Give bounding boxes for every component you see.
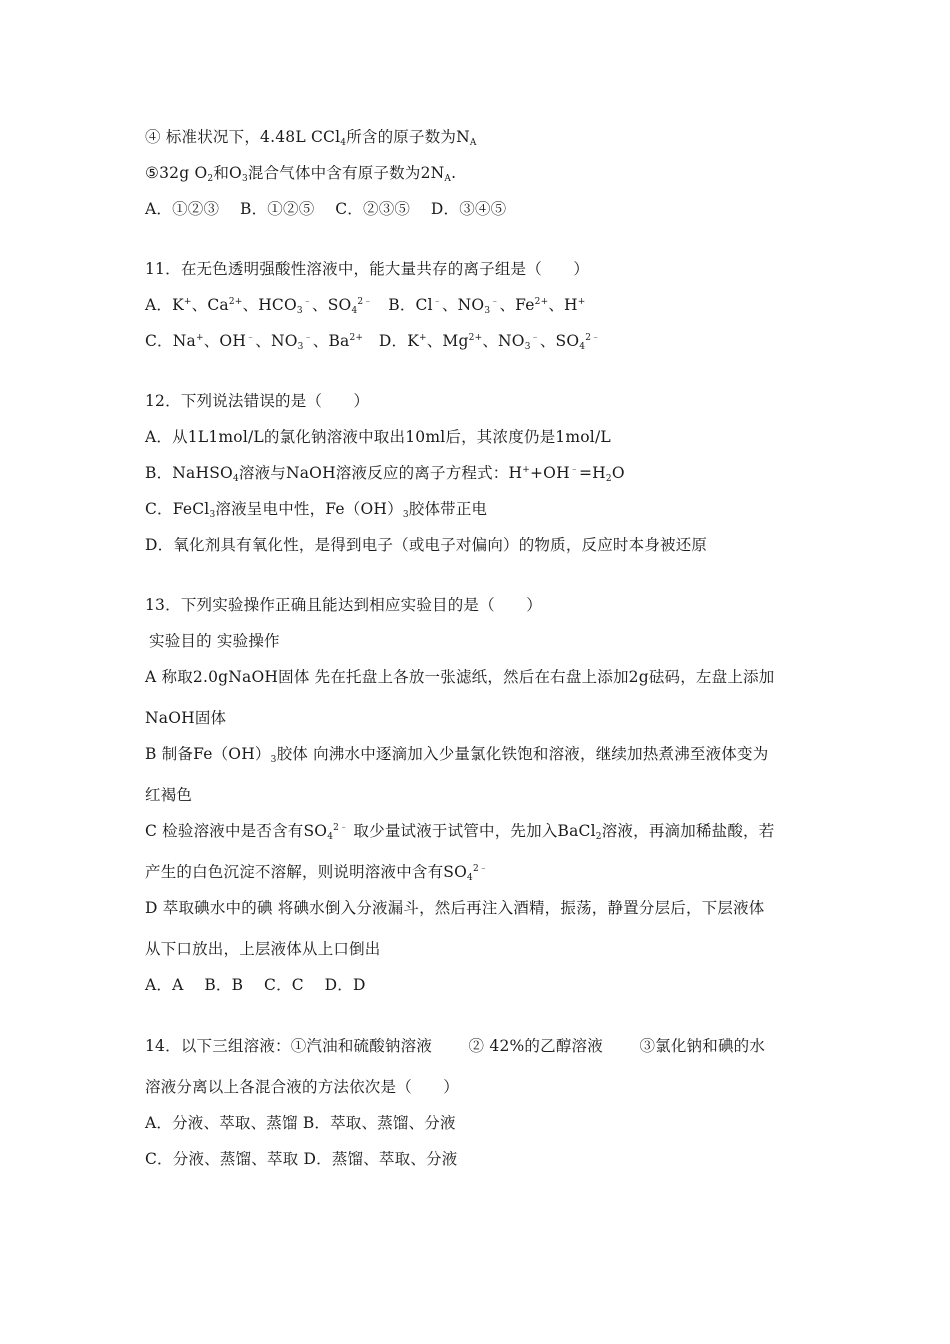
item-5-line: ⑤32g $O_2$和$O_3$混合气体中含有原子数为$2N_A$.: [145, 164, 457, 184]
q12-option-d: D．氧化剂具有氧化性，是得到电子（或电子对偏向）的物质，反应时本身被还原: [145, 536, 708, 554]
item-4-line: ④ 标准状况下，4.48L CCl$_4$所含的原子数为$N_A$: [145, 128, 477, 148]
q14-stem: 14．以下三组溶液：①汽油和硫酸钠溶液 ② 42%的乙醇溶液 ③氯化钠和碘的水: [145, 1037, 766, 1055]
q14-stem-cont: 溶液分离以上各混合液的方法依次是（ ）: [145, 1078, 460, 1096]
q13-table-header: 实验目的 实验操作: [149, 632, 280, 650]
q13-row-c-cont: 产生的白色沉淀不溶解，则说明溶液中含有$SO_4^{2﹣}$: [145, 863, 489, 883]
q14-options-ab: A．分液、萃取、蒸馏 B．萃取、蒸馏、分液: [145, 1114, 456, 1132]
q10-options: A．①②③ B．①②⑤ C．②③⑤ D．③④⑤: [145, 200, 507, 218]
q13-row-b-cont: 红褐色: [145, 786, 193, 804]
q13-row-d-cont: 从下口放出，上层液体从上口倒出: [145, 940, 381, 958]
q13-row-c: C 检验溶液中是否含有$SO_4^{2﹣}$ 取少量试液于试管中，先加入BaCl$_2$溶液，再滴加稀盐酸，若: [145, 822, 775, 842]
q14-options-cd: C．分液、蒸馏、萃取 D．蒸馏、萃取、分液: [145, 1150, 458, 1168]
q13-row-d: D 萃取碘水中的碘 将碘水倒入分液漏斗，然后再注入酒精，振荡，静置分层后，下层液体: [145, 899, 765, 917]
q12-stem: 12．下列说法错误的是（ ）: [145, 392, 370, 410]
q13-options: A．A B．B C．C D．D: [145, 976, 366, 994]
q11-stem: 11．在无色透明强酸性溶液中，能大量共存的离子组是（ ）: [145, 260, 590, 278]
q12-option-a: A．从1L1mol/L的氯化钠溶液中取出10ml后，其浓度仍是1mol/L: [145, 428, 611, 446]
q13-row-b: B 制备$Fe(OH)_3$胶体 向沸水中逐滴加入少量氯化铁饱和溶液，继续加热煮沸至液体变为: [145, 745, 769, 765]
q13-row-a-cont: NaOH固体: [145, 709, 227, 727]
q12-option-b: B．NaHSO$_4$溶液与NaOH溶液反应的离子方程式：$H^++OH^﹣=H_2O$: [145, 464, 625, 484]
q11-options-ab: A．K+、$Ca^{2+}$、$HCO_3^﹣$、$SO_4^{2﹣}$ B．Cl﹣、$NO_3^﹣$、$Fe^{2+}$、H+: [145, 296, 586, 316]
q13-stem: 13．下列实验操作正确且能达到相应实验目的是（ ）: [145, 596, 542, 614]
q13-row-a: A 称取2.0gNaOH固体 先在托盘上各放一张滤纸，然后在右盘上添加2g砝码，左盘上添加: [145, 668, 775, 686]
q11-options-cd: C．Na+、OH﹣、$NO_3^﹣$、$Ba^{2+}$ D．K+、$Mg^{2+}$、$NO_3^﹣$、$SO_4^{2﹣}$: [145, 332, 601, 352]
q12-option-c: C．FeCl$_3$溶液呈电中性，$Fe(OH)_3$胶体带正电: [145, 500, 488, 520]
